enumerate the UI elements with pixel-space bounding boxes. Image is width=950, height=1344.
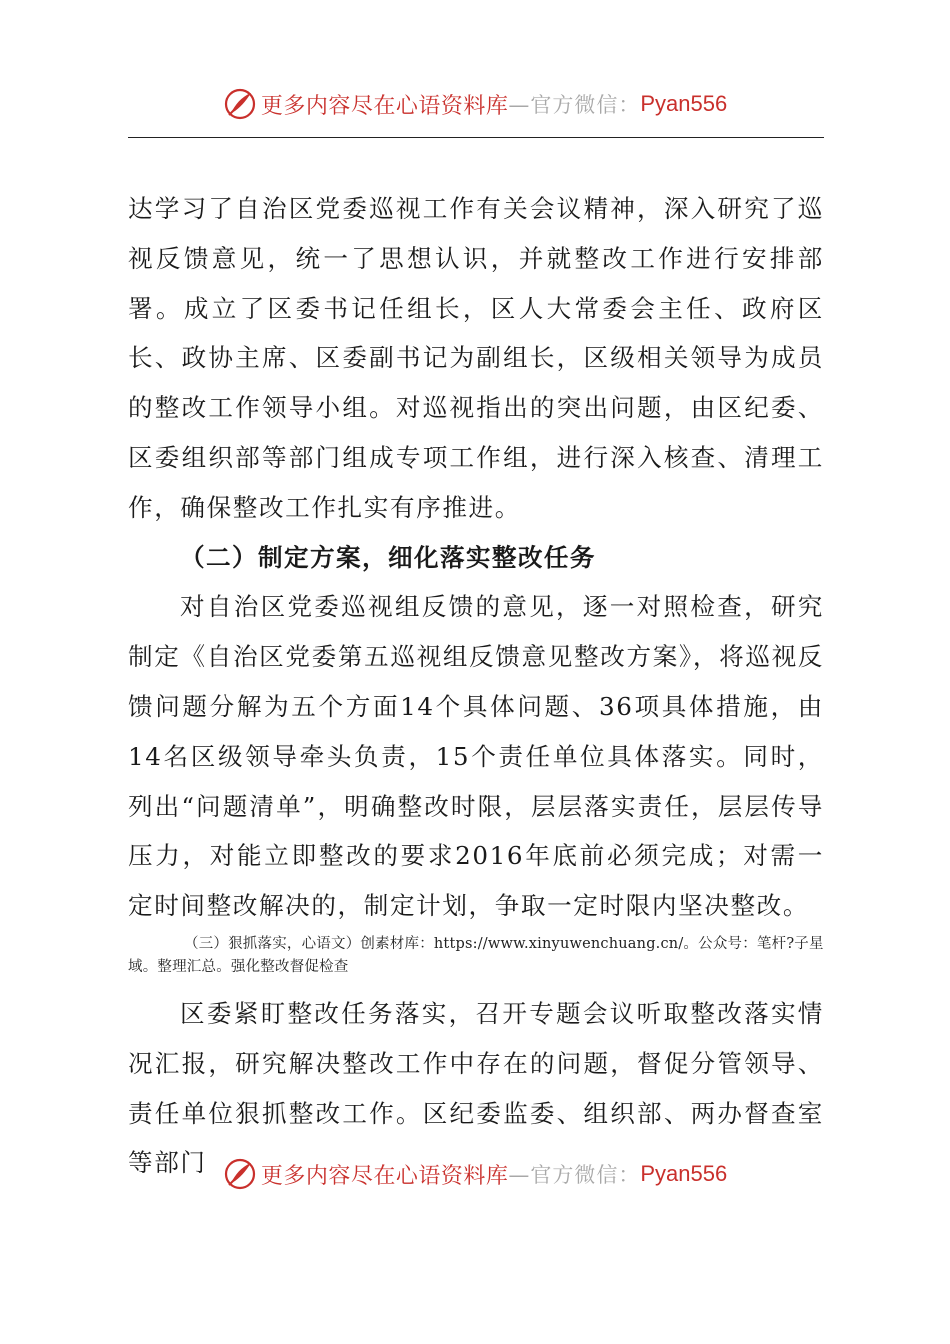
section-heading-2: （二）制定方案，细化落实整改任务: [180, 542, 596, 572]
header-divider: [128, 137, 824, 138]
paragraph-1: 达学习了自治区党委巡视工作有关会议精神，深入研究了巡视反馈意见，统一了思想认识，并就整改工作进行安排部署。成立了区委书记任组长，区人大常委会主任、政府区长、政协主席、区委副书记为副组长，区级相关领导为成员的整改工作领导小组。对巡视指出的突出问题，由区纪委、区委组织部等部门组成专项工作组，进行深入核查、清理工作，确保整改工作扎实有序推进。: [128, 194, 824, 522]
paragraph-3: 区委紧盯整改任务落实，召开专题会议听取整改落实情况汇报，研究解决整改工作中存在的问题，督促分管领导、责任单位狠抓整改工作。区纪委监委、组织部、两办督查室等部门: [128, 998, 824, 1178]
header-banner-dash: —官方微信：: [508, 93, 641, 117]
header-banner-main: 更多内容尽在心语资料库: [260, 93, 509, 119]
document-body: [128, 184, 824, 1188]
header-banner: [0, 82, 950, 126]
feather-pen-icon: [223, 87, 257, 121]
paragraph-2: 对自治区党委巡视组反馈的意见，逐一对照检查，研究制定《自治区党委第五巡视组反馈意见整改方案》，将巡视反馈问题分解为五个方面14个具体问题、36项具体措施，由14名区级领导牵头负责，15个责任单位具体落实。同时，列出“问题清单”，明确整改时限，层层落实责任，层层传导压力，对能立即整改的要求2016年底前必须完成；对需一定时间整改解决的，制定计划，争取一定时限内坚决整改。: [128, 592, 824, 921]
footer-banner: [0, 1152, 950, 1196]
footer-banner-main: 更多内容尽在心语资料库: [260, 1163, 509, 1189]
section-note-3: （三）狠抓落实，心语文）创素材库：https://www.xinyuwenchuang.cn/。公众号：笔杆?子星域。整理汇总。强化整改督促检查: [128, 935, 824, 975]
header-banner-id: Pyan556: [640, 91, 728, 116]
footer-banner-id: Pyan556: [640, 1161, 728, 1186]
feather-pen-icon: [223, 1157, 257, 1191]
footer-banner-dash: —官方微信：: [508, 1163, 641, 1187]
